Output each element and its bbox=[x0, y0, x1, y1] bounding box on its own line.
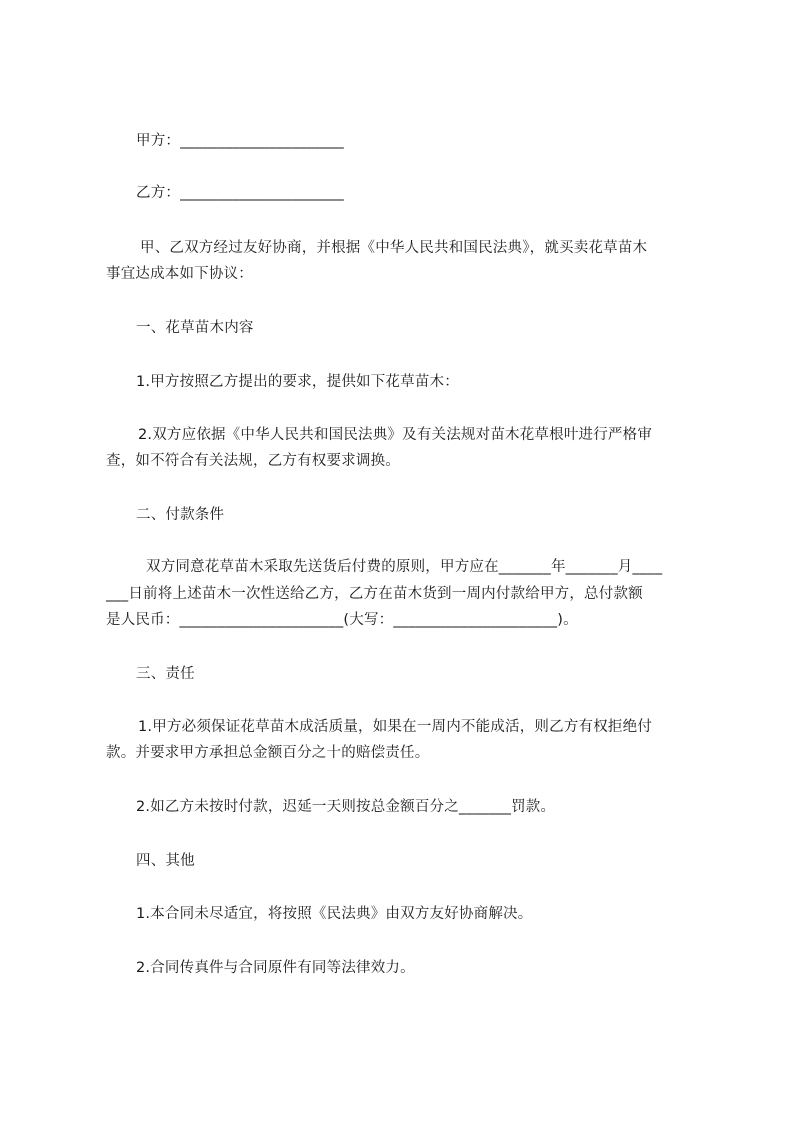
section3-item1-line-2: 款。并要求甲方承担总金额百分之十的赔偿责任。 bbox=[106, 745, 430, 761]
section3-heading: 三、责任 bbox=[136, 666, 195, 682]
section1-item2-line-1: 2.双方应依据《中华人民共和国民法典》及有关法规对苗木花草根叶进行严格审 bbox=[138, 427, 653, 443]
section1-heading: 一、花草苗木内容 bbox=[136, 320, 254, 336]
section2-line-1: 双方同意花草苗木采取先送货后付费的原则，甲方应在_______年_______月____ bbox=[146, 559, 663, 575]
intro-line-2: 事宜达成本如下协议： bbox=[106, 266, 253, 282]
section3-item1-line-1: 1.甲方必须保证花草苗木成活质量，如果在一周内不能成活，则乙方有权拒绝付 bbox=[138, 719, 653, 735]
section4-heading: 四、其他 bbox=[136, 853, 195, 869]
section4-item1: 1.本合同未尽适宜，将按照《民法典》由双方友好协商解决。 bbox=[136, 906, 533, 922]
party-b-line: 乙方：______________________ bbox=[136, 185, 344, 201]
section4-item2: 2.合同传真件与合同原件有同等法律效力。 bbox=[136, 960, 415, 976]
section2-line-2: ___日前将上述苗木一次性送给乙方，乙方在苗木货到一周内付款给甲方，总付款额 bbox=[106, 586, 643, 602]
section2-heading: 二、付款条件 bbox=[136, 507, 225, 523]
intro-line-1: 甲、乙双方经过友好协商，并根据《中华人民共和国民法典》，就买卖花草苗木 bbox=[140, 240, 648, 256]
party-a-line: 甲方：______________________ bbox=[136, 133, 344, 149]
section2-line-3: 是人民币：______________________(大写：______________________)。 bbox=[106, 612, 578, 628]
section3-item2: 2.如乙方未按时付款，迟延一天则按总金额百分之_______罚款。 bbox=[136, 799, 556, 815]
section1-item2-line-2: 查，如不符合有关法规，乙方有权要求调换。 bbox=[106, 453, 400, 469]
section1-item1: 1.甲方按照乙方提出的要求，提供如下花草苗木： bbox=[136, 374, 459, 390]
